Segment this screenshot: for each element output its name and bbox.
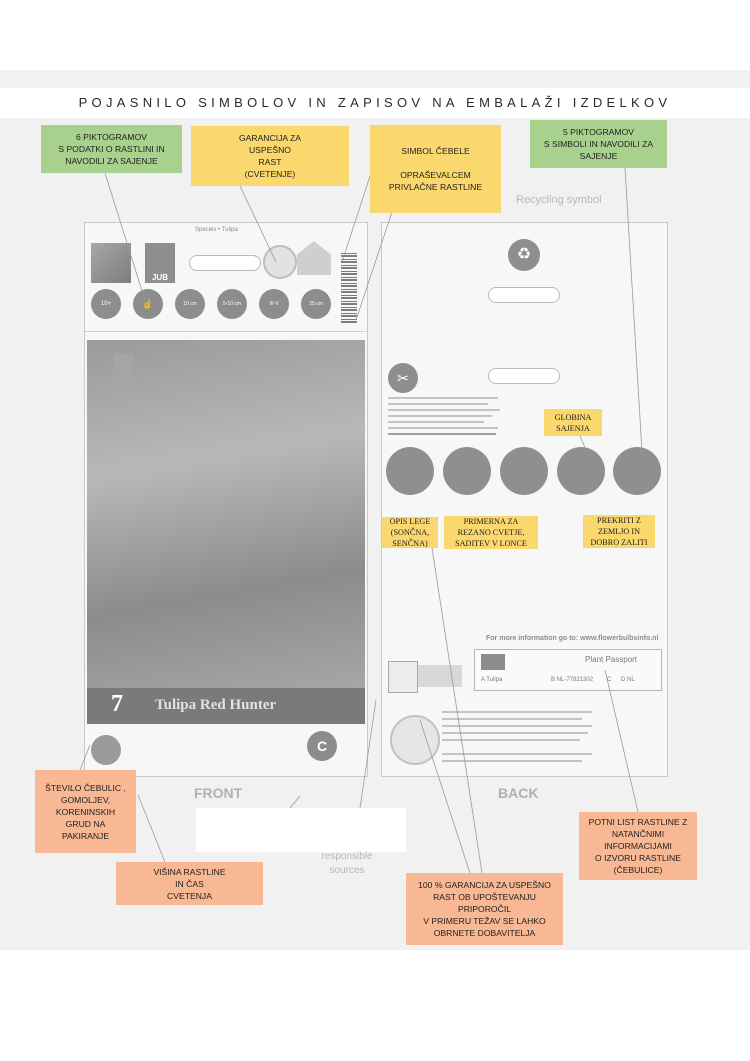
back-caption: BACK [498, 785, 539, 801]
label-bee-symbol: SIMBOL ČEBELE OPRAŠEVALCEM PRIVLAČNE RASTLINE [370, 125, 501, 213]
species-text: Species • Tulipa [195, 227, 238, 233]
connector-line [420, 720, 470, 873]
size-mark-text: C [316, 738, 328, 754]
connector-line [105, 173, 148, 310]
pictogram-bulbs-text: 10+ [100, 301, 112, 307]
connector-line [580, 436, 585, 448]
pictogram-planting-text: ☝ [142, 299, 154, 309]
connector-line [360, 700, 376, 808]
label-light: OPIS LEGE (SONČNA, SENČNA) [382, 517, 438, 548]
pictogram-depth-text: 10 cm [183, 301, 197, 307]
bulb-count: 7 [111, 691, 123, 717]
connector-line [625, 168, 642, 452]
pictogram-flowering-text: III-V [269, 301, 279, 307]
label-5-pictograms: 5 PIKTOGRAMOV S SIMBOLI IN NAVODILI ZA SAJENJE [530, 120, 667, 168]
connector-line [138, 795, 165, 862]
front-caption: FRONT [194, 785, 243, 801]
pictogram-spacing-text: 5-10 cm [222, 301, 242, 307]
passport-field-b: B NL-77821302 [551, 677, 594, 683]
connector-line [290, 796, 300, 808]
recycling-caption: Recycling symbol [516, 194, 602, 206]
plant-passport-title: Plant Passport [585, 655, 638, 664]
responsible-caption: responsible sources [321, 851, 373, 876]
page-title: POJASNILO SIMBOLOV IN ZAPISOV NA EMBALAŽI IZDELKOV [0, 88, 750, 118]
label-guarantee: GARANCIJA ZA USPEŠNO RAST (CVETENJE) [191, 126, 349, 186]
label-cover-water: PREKRITI Z ZEMLJO IN DOBRO ZALITI [583, 515, 655, 548]
label-100-guarantee: 100 % GARANCIJA ZA USPEŠNO RAST OB UPOŠTEVANJU PRIPOROČIL V PRIMERU TEŽAV SE LAHKO OBRNETE DOBAVITELJA [406, 873, 563, 945]
label-planting-depth: GLOBINA SAJENJA [544, 409, 602, 436]
connector-line [432, 548, 482, 873]
passport-field-c: C [607, 677, 612, 683]
brand-logo-text: JUB [151, 273, 168, 282]
label-6-pictograms: 6 PIKTOGRAMOV S PODATKI O RASTLINI IN NAVODILI ZA SAJENJE [41, 125, 182, 173]
label-plant-passport: POTNI LIST RASTLINE Z NATANČNIMI INFORMACIJAMI O IZVORU RASTLINE (ČEBULICE) [579, 812, 697, 880]
label-cutting: PRIMERNA ZA REZANO CVETJE, SADITEV V LONCE [444, 516, 538, 549]
cutlery-icon: ✂ [388, 363, 418, 393]
connector-line [605, 670, 638, 812]
pictogram-height-text: 25 cm [309, 301, 323, 307]
connector-line [356, 212, 392, 320]
connector-line [240, 186, 276, 262]
passport-field-a: A Tulipa [481, 677, 503, 683]
product-name: Tulipa Red Hunter [155, 697, 277, 713]
label-bulb-count: ŠTEVILO ČEBULIC , GOMOLJEV, KORENINSKIH GRUD NA PAKIRANJE [35, 770, 136, 853]
passport-field-d: D NL [621, 677, 635, 683]
label-height-flowering: VIŠINA RASTLINE IN ČAS CVETENJA [116, 862, 263, 905]
recycling-icon: ♻ [508, 239, 540, 271]
more-info-text: For more information go to: www.flowerbulbsinfo.nl [486, 635, 659, 642]
